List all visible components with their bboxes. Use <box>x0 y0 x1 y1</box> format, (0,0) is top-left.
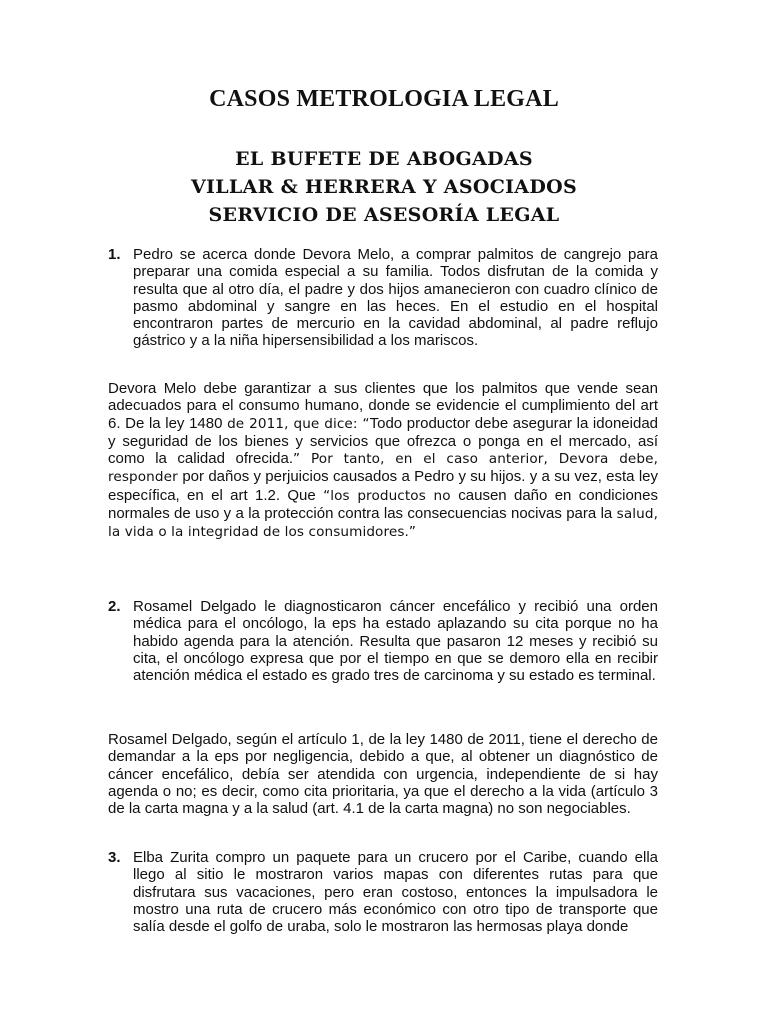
subtitle-line-2: VILLAR & HERRERA Y ASOCIADOS <box>191 176 577 198</box>
analysis-1-part-1: Devora Melo debe garantizar a sus clientes que los palmitos que vende sean adecuados para el consumo humano, donde se evidencie el cumplimiento del art 6. De la ley 1480 <box>108 380 658 432</box>
analysis-1-part-2: de 2011, que dice: “ <box>227 415 370 432</box>
analysis-1-part-7: causen daño en condiciones normales de uso y a la protección contra las consecuencias nocivas para la <box>108 486 658 523</box>
analysis-1-part-5: por daños y perjuicios causados a Pedro y su hijos. y a su vez, esta ley específica, en el art 1.2. Que <box>108 468 658 504</box>
case-1-text: Pedro se acerca donde Devora Melo, a comprar palmitos de cangrejo para preparar una comida especial a su familia. Todos disfrutan de la comida y resulta que al otro día, el padre y dos hijos amanecieron con cuadro clínico de pasmo abdominal y sangre en las heces. En el estudio en el hospital encontraron partes de mercurio en la cavidad abdominal, al padre reflujo gástrico y a la niña hipersensibilidad a los mariscos. <box>133 246 658 350</box>
case-3-number: 3. <box>108 849 121 866</box>
document-title: CASOS METROLOGIA LEGAL <box>209 86 559 112</box>
case-3-text: Elba Zurita compro un paquete para un crucero por el Caribe, cuando ella llego al sitio le mostraron varios mapas con diferentes rutas para que disfrutara sus vacaciones, pero eran costoso, entonces la impulsadora le mostro una ruta de crucero más económico con otro tipo de transporte que salía desde el golfo de uraba, solo le mostraron las hermosas playa donde <box>133 849 658 936</box>
analysis-1-part-8: salud, la vida o la integridad de los consumidores.” <box>108 506 658 541</box>
analysis-1-part-6: “los productos no <box>323 487 459 504</box>
case-2-analysis: Rosamel Delgado, según el artículo 1, de la ley 1480 de 2011, tiene el derecho de demandar a la eps por negligencia, debido a que, al obtener un diagnóstico de cáncer encefálico, debía ser atendida con urgencia, independiente de si hay agenda o no; es decir, como cita prioritaria, ya que el derecho a la vida (artículo 3 de la carta magna y a la salud (art. 4.1 de la carta magna) no son negociables. <box>108 731 658 818</box>
subtitle-line-3: SERVICIO DE ASESORÍA LEGAL <box>208 204 560 226</box>
case-1-analysis <box>108 380 658 542</box>
case-2-number: 2. <box>108 598 121 615</box>
analysis-1-part-4: ” Por tanto, en el caso anterior, Devora debe, responder <box>108 451 658 486</box>
subtitle-line-1: EL BUFETE DE ABOGADAS <box>235 148 533 170</box>
analysis-1-part-3: Todo productor debe asegurar la idoneidad y seguridad de los bienes y servicios que ofrezca o ponga en el mercado, así como la calidad ofrecida. <box>108 414 658 468</box>
case-2-text: Rosamel Delgado le diagnosticaron cáncer encefálico y recibió una orden médica para el oncólogo, la eps ha estado aplazando su cita porque no ha habido agenda para la atención. Resulta que pasaron 12 meses y recibió su cita, el oncólogo expresa que por el tiempo en que se demoro ella en recibir atención médica el estado es grado tres de carcinoma y su estado es terminal. <box>133 598 658 685</box>
case-1-number: 1. <box>108 246 121 263</box>
